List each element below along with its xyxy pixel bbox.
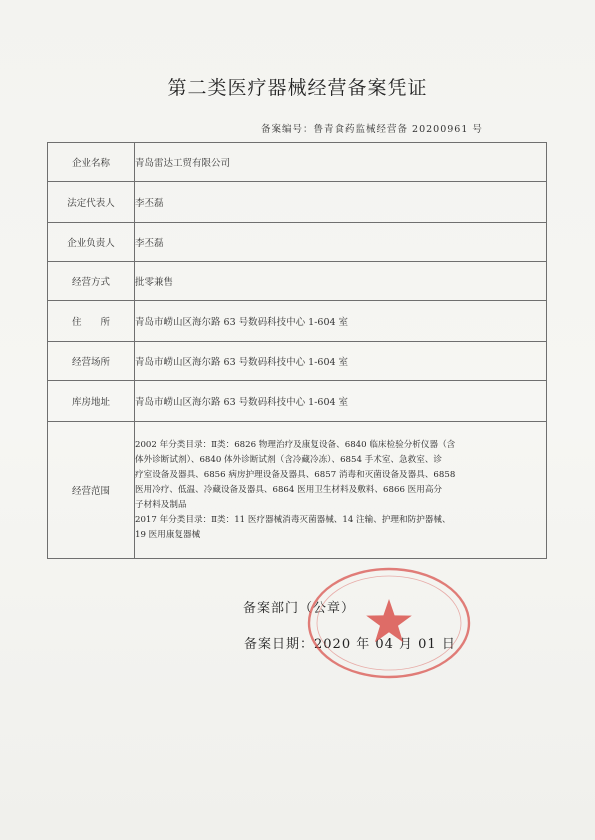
star-icon	[366, 599, 412, 642]
table-row	[48, 342, 547, 381]
filing-department: 备案部门（公章）	[243, 601, 356, 616]
table-row	[48, 301, 547, 342]
field-label-business-scope: 经营范围	[48, 422, 135, 559]
field-label-business-premises: 经营场所	[48, 342, 135, 381]
field-value-responsible-person: 李丕磊	[135, 223, 547, 262]
table-row	[48, 143, 547, 182]
field-label-domicile: 住 所	[48, 301, 135, 342]
scope-line: 19 医用康复器械	[135, 529, 201, 540]
field-label-business-mode: 经营方式	[48, 262, 135, 301]
field-value-business-mode: 批零兼售	[135, 262, 547, 301]
table-row	[48, 422, 547, 559]
field-label-company-name: 企业名称	[48, 143, 135, 182]
scope-line: 疗室设备及器具、6856 病房护理设备及器具、6857 消毒和灭菌设备及器具、6858	[135, 469, 456, 480]
field-value-legal-rep: 李丕磊	[135, 182, 547, 223]
info-table	[47, 142, 547, 559]
scope-line: 2017 年分类目录：Ⅱ类：11 医疗器械消毒灭菌器械、14 注输、护理和防护器械、	[135, 514, 451, 525]
scope-line: 体外诊断试剂）、6840 体外诊断试剂（含冷藏冷冻）、6854 手术室、急救室、诊	[135, 454, 443, 465]
scope-line: 医用冷疗、低温、冷藏设备及器具、6864 医用卫生材料及敷料、6866 医用高分	[135, 484, 443, 495]
table-row	[48, 182, 547, 223]
scope-line: 2002 年分类目录：Ⅱ类：6826 物理治疗及康复设备、6840 临床检验分析仪器（含	[135, 439, 456, 450]
field-value-company-name: 青岛雷达工贸有限公司	[135, 143, 547, 182]
table-row	[48, 262, 547, 301]
official-seal	[306, 566, 472, 680]
table-row	[48, 223, 547, 262]
field-value-warehouse-address: 青岛市崂山区海尔路 63 号数码科技中心 1-604 室	[135, 381, 547, 422]
field-label-responsible-person: 企业负责人	[48, 223, 135, 262]
document-title: 第二类医疗器械经营备案凭证	[167, 77, 428, 99]
field-value-domicile: 青岛市崂山区海尔路 63 号数码科技中心 1-604 室	[135, 301, 547, 342]
record-number: 备案编号：鲁青食药监械经营备 20200961 号	[261, 124, 483, 135]
field-label-legal-rep: 法定代表人	[48, 182, 135, 223]
scope-line: 子材料及制品	[135, 499, 187, 510]
table-row	[48, 381, 547, 422]
field-value-business-scope	[135, 422, 547, 559]
filing-date: 备案日期：2020 年 04 月 01 日	[244, 637, 456, 652]
field-label-warehouse-address: 库房地址	[48, 381, 135, 422]
field-value-business-premises: 青岛市崂山区海尔路 63 号数码科技中心 1-604 室	[135, 342, 547, 381]
